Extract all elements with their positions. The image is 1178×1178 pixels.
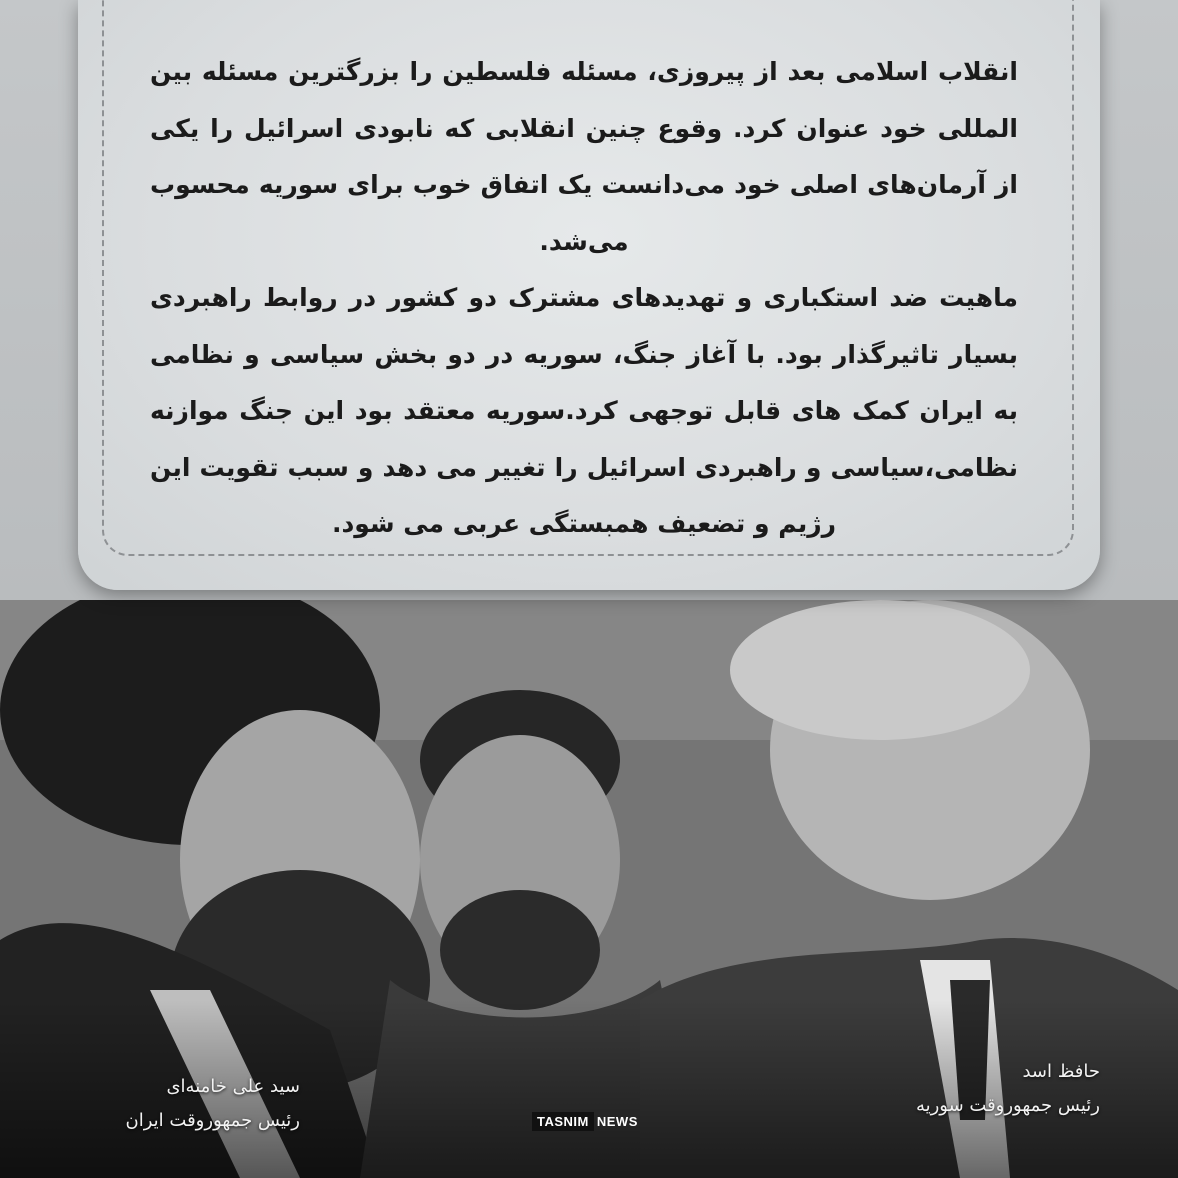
article-text	[150, 44, 1018, 553]
caption-right-role: رئیس جمهوروقت سوریه	[915, 1095, 1100, 1116]
caption-left-role: رئیس جمهوروقت ایران	[125, 1110, 300, 1131]
tasnim-logo	[532, 1110, 638, 1132]
caption-left	[100, 1070, 300, 1138]
logo-suffix: NEWS	[596, 1113, 638, 1129]
paragraph-1: انقلاب اسلامی بعد از پیروزی، مسئله فلسطین را بزرگترین مسئله بین المللی خود عنوان کرد. وقوع چنین انقلابی که نابودی اسرائیل را یکی از آرمان‌های اصلی خود می‌دانست یک اتفاق خوب برای سوریه محسوب می‌شد.	[150, 57, 1018, 256]
caption-right-name: حافظ اسد	[1022, 1061, 1100, 1082]
paragraph-2: ماهیت ضد استکباری و تهدیدهای مشترک دو کشور در روابط راهبردی بسیار تاثیرگذار بود. با آغاز جنگ، سوریه در دو بخش سیاسی و نظامی به ایران کمک های قابل توجهی کرد.سوریه معتقد بود این جنگ موازنه نظامی،سیاسی و راهبردی اسرائیل را تغییر می دهد و سبب تقویت این رژیم و تضعیف همبستگی عربی می شود.	[150, 283, 1018, 538]
caption-left-name: سید علی خامنه‌ای	[166, 1076, 300, 1097]
logo-brand: TASNIM	[532, 1112, 594, 1131]
caption-right	[860, 1055, 1100, 1123]
